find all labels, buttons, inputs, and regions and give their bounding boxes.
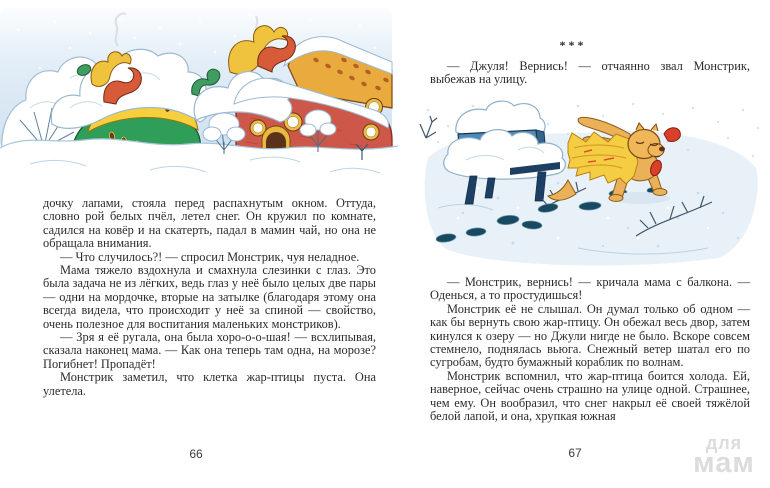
paragraph: — Что случилось?! — спросил Монстрик, чуя неладное. bbox=[60, 249, 360, 264]
right-page-text-bottom bbox=[430, 276, 750, 423]
paragraph: Монстрик заметил, что клетка жар-птицы пуста. Она улетела. bbox=[43, 370, 376, 398]
watermark-line-2: мам bbox=[693, 447, 755, 480]
paragraph: Монстрик вспомнил, что жар-птица боится холода. Ей, наверное, сейчас очень страшно на улице одной. Страшнее, чем ему. Он вообразил, что снег накрыл её своей тяжёлой белой лапой, и она, хрупкая южная bbox=[430, 368, 750, 424]
nose bbox=[659, 147, 665, 152]
page-number-left: 66 bbox=[189, 447, 203, 461]
watermark-line-1: для bbox=[705, 433, 743, 454]
paragraph: дочку лапами, стояла перед распахнутым окном. Оттуда, словно рой белых пчёл, летел снег. Он кружил по комнате, садился на ковёр и на скатерть, падал в мамин чай, но она не обращала внимания. bbox=[43, 196, 376, 251]
page-number-right: 67 bbox=[568, 446, 582, 460]
illustration-snow-covered-houses bbox=[0, 8, 398, 188]
right-page-text-top bbox=[430, 60, 750, 87]
illustration-monstrik-in-snow bbox=[418, 98, 765, 272]
left-page-text bbox=[43, 197, 376, 398]
paragraph: — Джуля! Вернись! — отчаянно звал Монстрик, выбежав на улицу. bbox=[430, 59, 750, 87]
paragraph: — Монстрик, вернись! — кричала мама с балкона. — Оденься, а то простудишься! bbox=[430, 275, 750, 303]
section-separator: *** bbox=[559, 38, 587, 52]
paragraph: Мама тяжело вздохнула и смахнула слезинки с глаз. Это была задача не из лёгких, ведь глаз у неё было целых две пары — одни на мордочке, вторые на затылке (благодаря этому она всегда видела, что происходит у неё за спиной — свойство, очень полезное для воспитания маленьких монстриков). bbox=[43, 263, 376, 331]
paragraph: Монстрик её не слышал. Он думал только об одном — как бы вернуть свою жар-птицу. Он обежал весь двор, затем кинулся к озеру — но Джули нигде не было. Вскоре совсем стемнело, поднялась вьюга. Снежный ветер шатал его по сугробам, будто бумажный кораблик по волнам. bbox=[430, 301, 750, 370]
watermark-dlya-mam bbox=[680, 433, 768, 480]
paragraph: — Зря я её ругала, она была хоро-о-о-шая! — всхлипывая, сказала наконец мама. — Как она теперь там одна, на морозе? Погибнет! Пропадёт! bbox=[43, 330, 376, 371]
